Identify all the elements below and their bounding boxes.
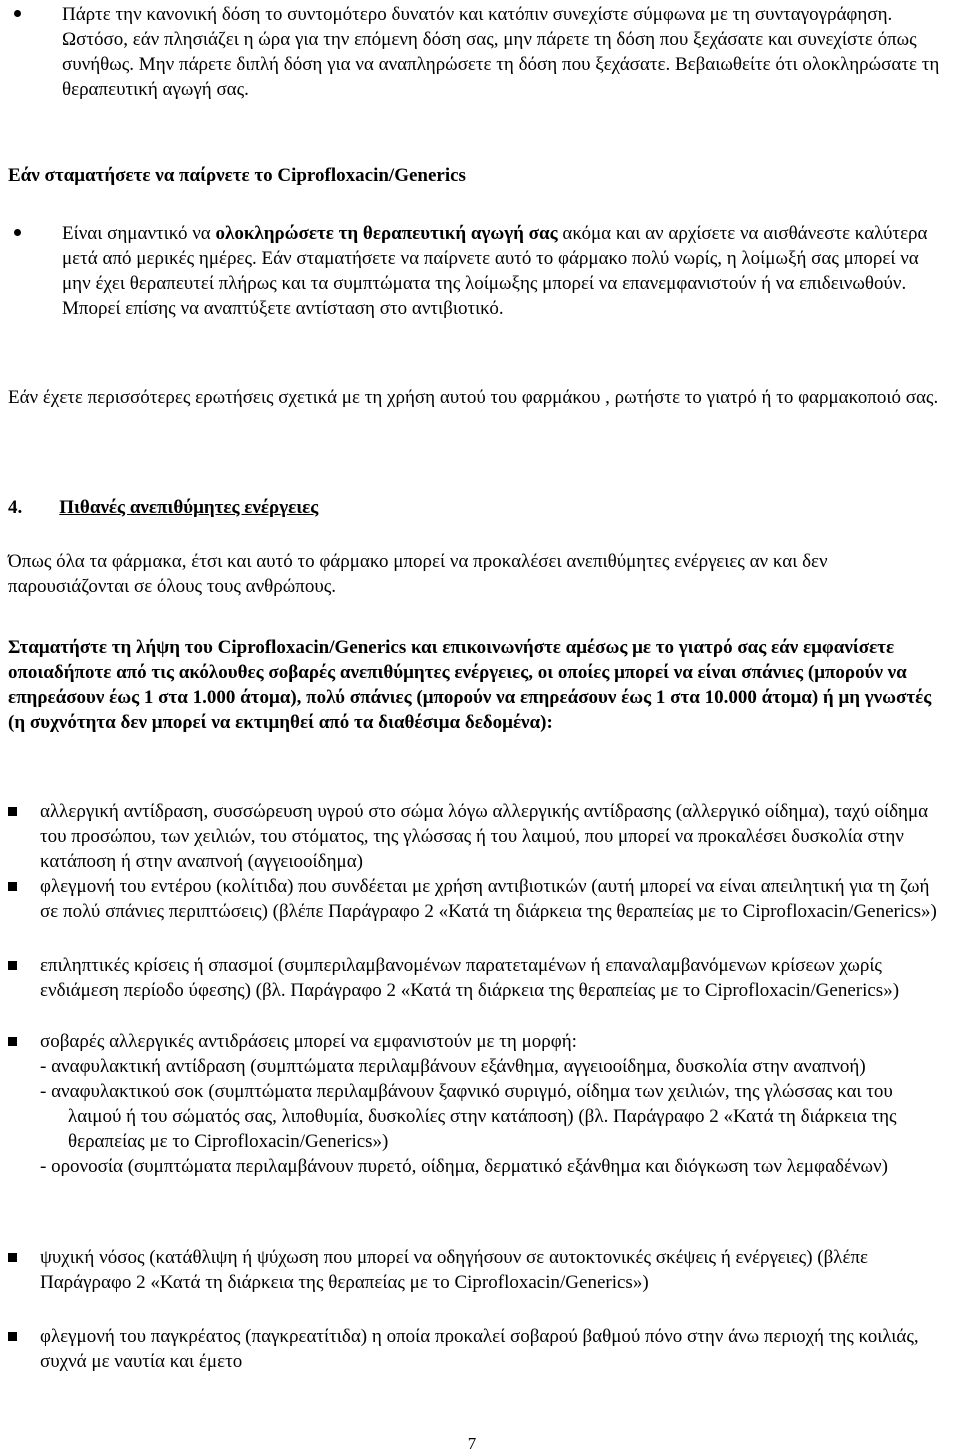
square-bullet-icon [8, 1037, 17, 1046]
severe-sub-item: - αναφυλακτική αντίδραση (συμπτώματα περιλαμβάνουν εξάνθημα, αγγειοοίδημα, δυσκολία στην αναπνοή) [40, 1056, 866, 1077]
severe-sub-item: - ορονοσία (συμπτώματα περιλαμβάνουν πυρετό, οίδημα, δερματικό εξάνθημα και διόγκωση των λεμφαδένων) [40, 1156, 888, 1177]
square-bullet-icon [8, 882, 17, 891]
bullet-missed-dose [8, 2, 946, 102]
effect-item: φλεγμονή του παγκρέατος (παγκρεατίτιδα) η οποία προκαλεί σοβαρού βαθμού πόνο στην άνω περιοχή της κοιλιάς, συχνά με ναυτία και έμετο [8, 1324, 946, 1374]
effect-item: επιληπτικές κρίσεις ή σπασμοί (συμπεριλαμβανομένων παρατεταμένων ή επαναλαμβανόμενων κρίσεων χωρίς ενδιάμεση περίοδο ύφεσης) (βλ. Παράγραφο 2 «Κατά τη διάρκεια της θεραπείας με το Ciprofloxacin/Generics») [8, 953, 946, 1003]
section-title: Πιθανές ανεπιθύμητες ενέργειες [59, 497, 319, 518]
warning-paragraph: Σταματήστε τη λήψη του Ciprofloxacin/Generics και επικοινωνήστε αμέσως με το γιατρό σας εάν εμφανίσετε οποιαδήποτε από τις ακόλουθες σοβαρές ανεπιθύμητες ενέργειες, οι οποίες μπορεί να είναι σπάνιες (μπορούν να επηρεάσουν έως 1 στα 1.000 άτομα), πολύ σπάνιες (μπορούν να επηρεάσουν έως 1 στα 10.000 άτομα) ή μη γνωστές (η συχνότητα δεν μπορεί να εκτιμηθεί από τα διαθέσιμα δεδομένα): [8, 637, 932, 733]
bullet-missed-dose-text: Πάρτε την κανονική δόση το συντομότερο δυνατόν και κατόπιν συνεχίστε σύμφωνα με τη συνταγογράφηση. Ωστόσο, εάν πλησιάζει η ώρα για την επόμενη δόση σας, μην πάρετε τη δόση που ξεχάσατε και συνεχίστε όπως συνήθως. Μην πάρετε διπλή δόση για να αναπληρώσετε τη δόση που ξεχάσατε. Βεβαιωθείτε ότι ολοκληρώσατε τη θεραπευτική αγωγή σας. [62, 4, 940, 100]
square-bullet-icon [8, 807, 17, 816]
questions-paragraph: Εάν έχετε περισσότερες ερωτήσεις σχετικά με τη χρήση αυτού του φαρμάκου , ρωτήστε το γιατρό ή το φαρμακοποιό σας. [8, 387, 939, 408]
effect-item: αλλεργική αντίδραση, συσσώρευση υγρού στο σώμα λόγω αλλεργικής αντίδρασης (αλλεργικό οίδημα), ταχύ οίδημα του προσώπου, των χειλιών, του στόματος, της γλώσσας ή του λαιμού, που μπορεί να προκαλέσει δυσκολία στην κατάποση ή στην αναπνοή (αγγειοοίδημα) [8, 799, 946, 874]
bullet-dot-icon [8, 221, 62, 246]
square-bullet-icon [8, 961, 17, 970]
bullet-complete-treatment [8, 221, 946, 321]
section-heading [8, 495, 946, 520]
square-bullet-icon [8, 1332, 17, 1341]
bullet-dot-icon [8, 2, 62, 27]
effect-item: φλεγμονή του εντέρου (κολίτιδα) που συνδέεται με χρήση αντιβιοτικών (αυτή μπορεί να είναι απειλητική για τη ζωή σε πολύ σπάνιες περιπτώσεις) (βλέπε Παράγραφο 2 «Κατά τη διάρκεια της θεραπείας με το Ciprofloxacin/Generics») [8, 874, 946, 924]
effect-item-severe-allergy [8, 1029, 946, 1179]
severe-lead: σοβαρές αλλεργικές αντιδράσεις μπορεί να εμφανιστούν με τη μορφή: [40, 1031, 577, 1052]
bullet-text-post: ακόμα και αν αρχίσετε να αισθάνεστε καλύτερα μετά από μερικές ημέρες. Εάν σταματήσετε να παίρνετε αυτό το φάρμακο πολύ νωρίς, η λοίμωξή σας μπορεί να μην έχει θεραπευτεί πλήρως και τα συμπτώματα της λοίμωξης μπορεί να επανεμφανιστούν ή να επιδεινωθούν. Μπορεί επίσης να αναπτύξετε αντίσταση στο αντιβιοτικό. [62, 223, 928, 319]
effect-item: ψυχική νόσος (κατάθλιψη ή ψύχωση που μπορεί να οδηγήσουν σε αυτοκτονικές σκέψεις ή ενέργειες) (βλέπε Παράγραφο 2 «Κατά τη διάρκεια της θεραπείας με το Ciprofloxacin/Generics») [8, 1245, 946, 1295]
bullet-text-pre: Είναι σημαντικό να [62, 223, 216, 244]
intro-paragraph: Όπως όλα τα φάρμακα, έτσι και αυτό το φάρμακο μπορεί να προκαλέσει ανεπιθύμητες ενέργειες αν και δεν παρουσιάζονται σε όλους τους ανθρώπους. [8, 551, 828, 597]
square-bullet-icon [8, 1253, 17, 1262]
severe-sub-item: - αναφυλακτικού σοκ (συμπτώματα περιλαμβάνουν ξαφνικό συριγμό, οίδημα των χειλιών, της γλώσσας και του λαιμού ή του σώματός σας, λιποθυμία, δυσκολίες στην κατάποση) (βλ. Παράγραφο 2 «Κατά τη διάρκεια της θεραπείας με το Ciprofloxacin/Generics») [40, 1081, 897, 1152]
stop-heading: Εάν σταματήσετε να παίρνετε το Ciprofloxacin/Generics [8, 165, 466, 186]
page-number: 7 [467, 1434, 477, 1453]
bullet-text-bold: ολοκληρώσετε τη θεραπευτική αγωγή σας [215, 223, 558, 244]
section-number: 4. [8, 497, 23, 518]
